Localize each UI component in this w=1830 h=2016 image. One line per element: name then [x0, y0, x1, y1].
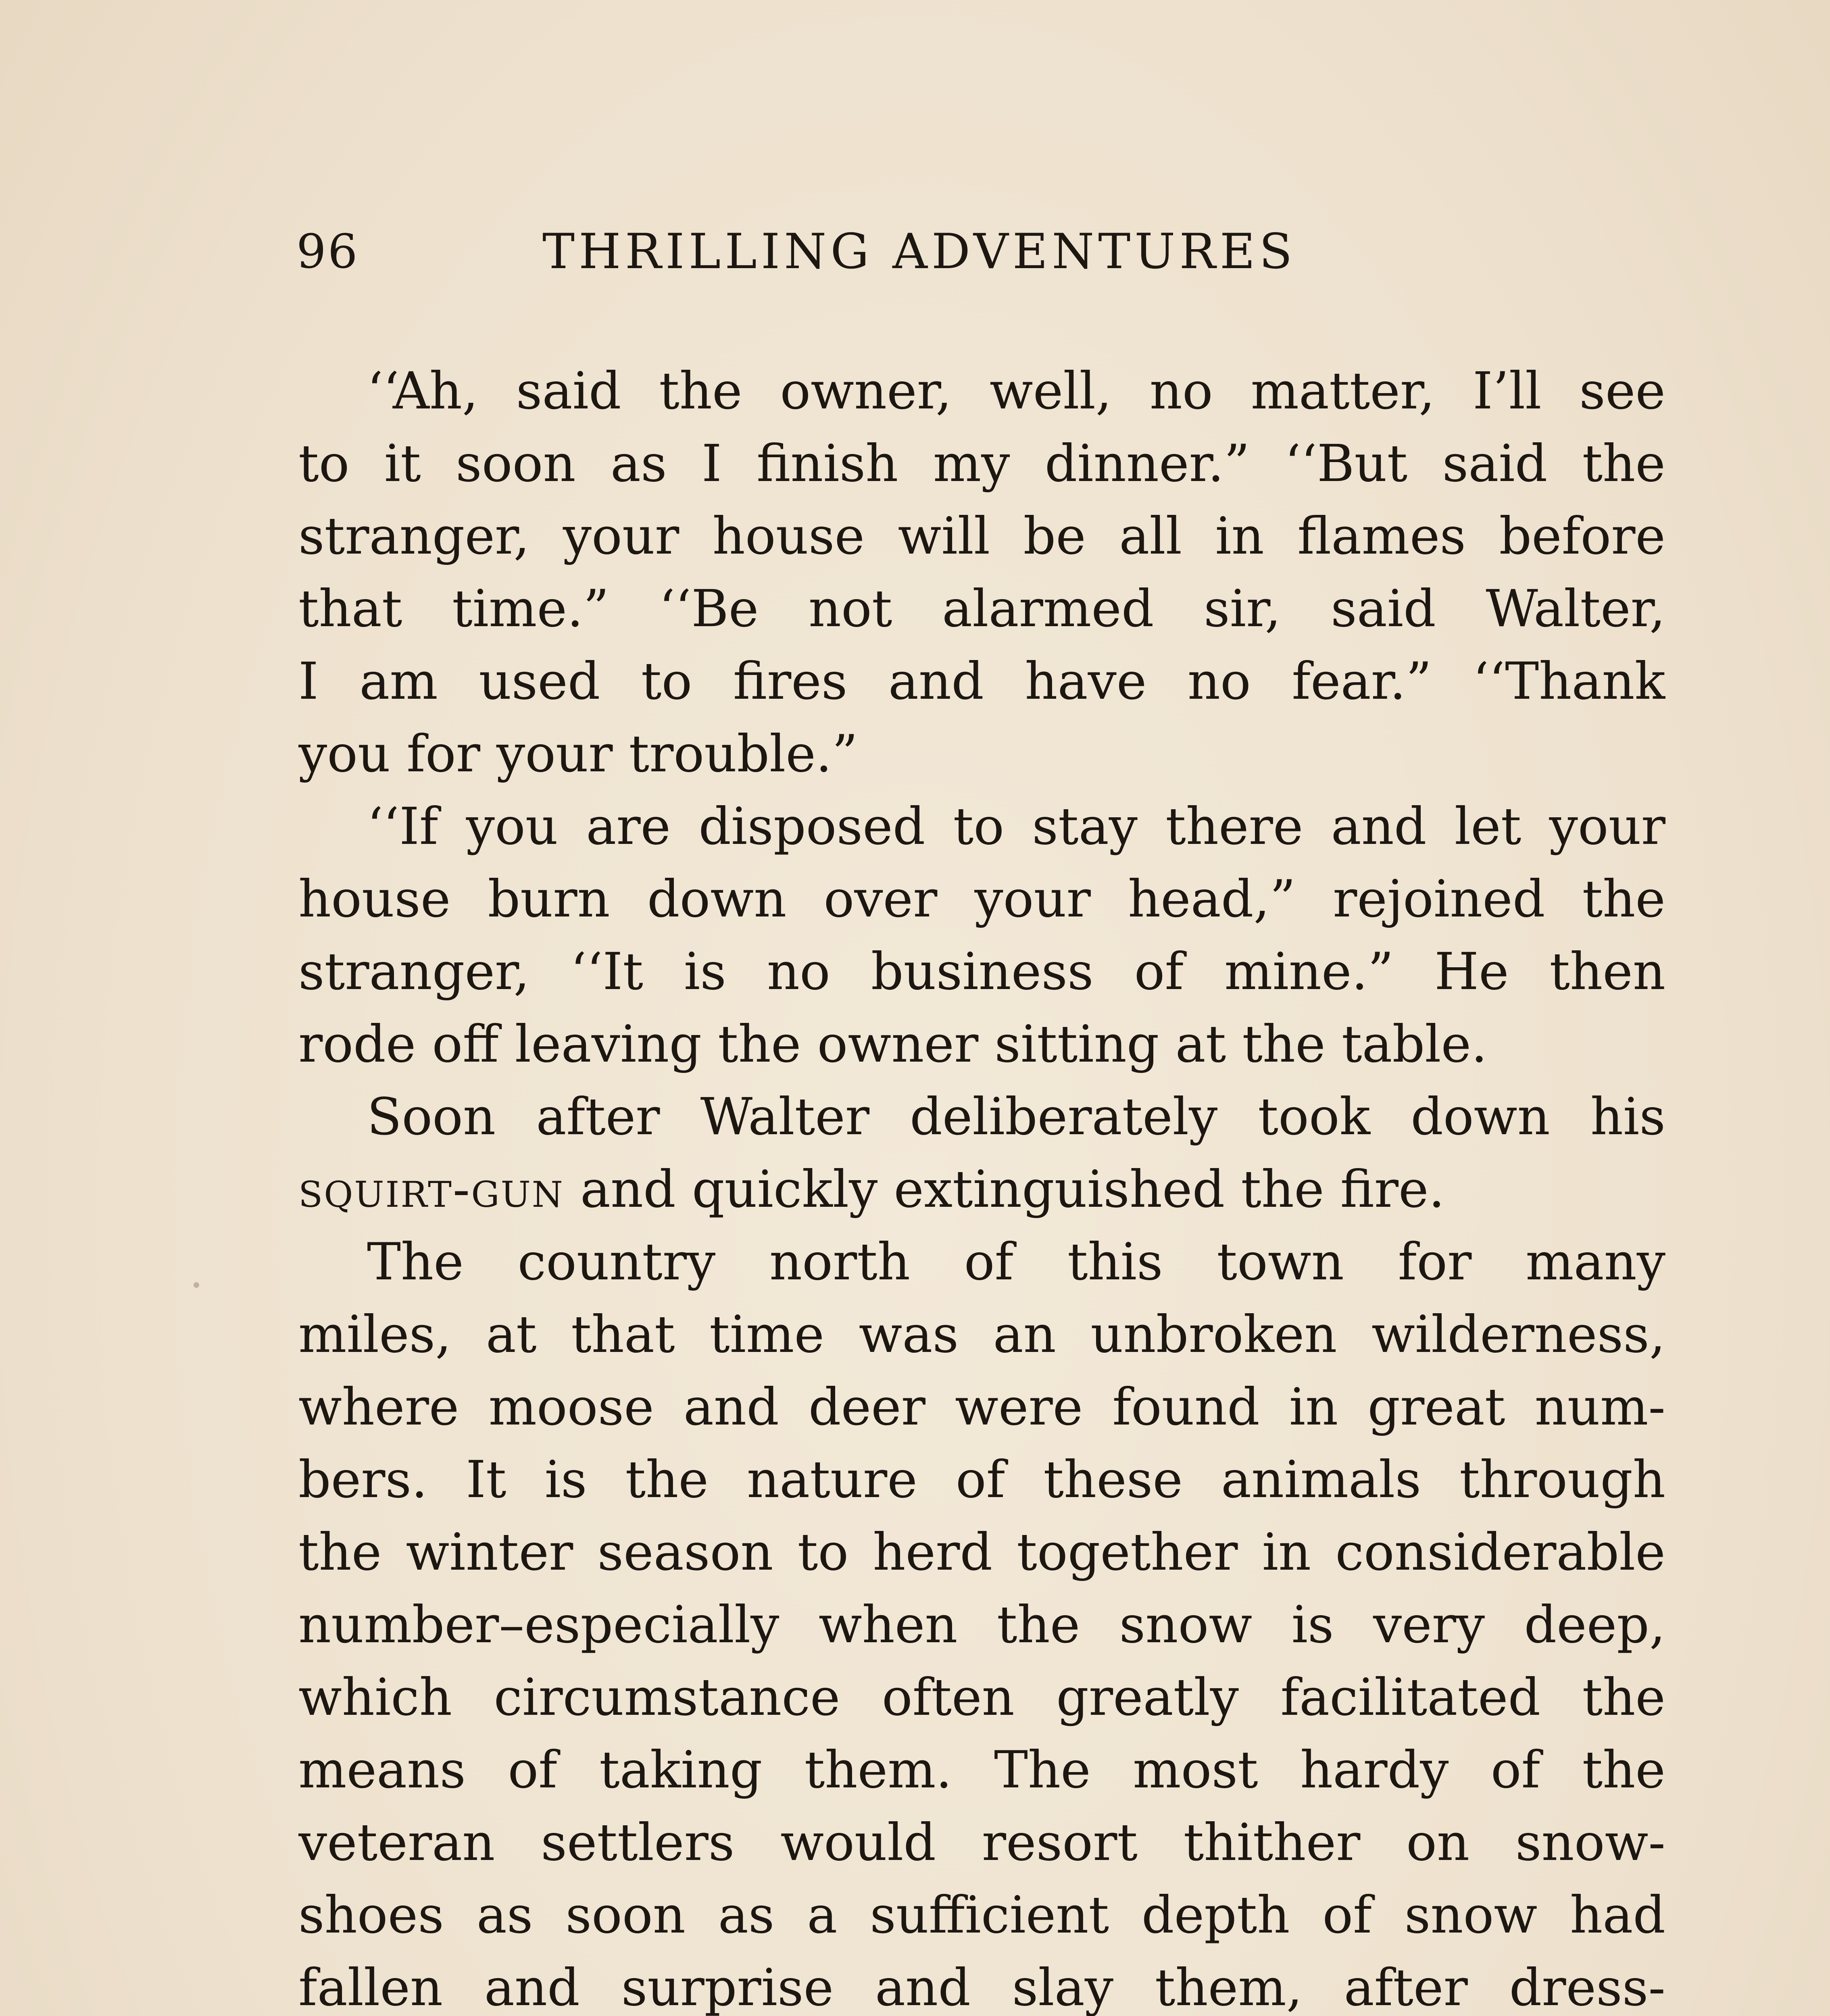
text-line: means of taking them. The most hardy of the [298, 1740, 1665, 1799]
text-line: Soon after Walter deliberately took down his [367, 1087, 1665, 1146]
text-line: The country north of this town for many [367, 1232, 1665, 1291]
text-line: fallen and surprise and slay them, after dress- [298, 1958, 1665, 2016]
text-line: which circumstance often greatly facilitated the [298, 1668, 1665, 1727]
text-line: rode off leaving the owner sitting at the table. [298, 1014, 1488, 1074]
text-line: where moose and deer were found in great num- [298, 1377, 1665, 1437]
text-line: to it soon as I finish my dinner.” ‘‘But said the [298, 434, 1665, 493]
text-line: stranger, ‘‘It is no business of mine.” He then [298, 942, 1665, 1001]
text-line: I am used to fires and have no fear.” ‘‘Thank [298, 652, 1665, 711]
body-text [298, 355, 1665, 2016]
text-fragment: and quickly extinguished the fire. [564, 1160, 1445, 1219]
text-line: house burn down over your head,” rejoined the [298, 869, 1665, 929]
text-line: that time.” ‘‘Be not alarmed sir, said Walter, [298, 579, 1665, 638]
text-line-squirt-gun [298, 1153, 1665, 1226]
text-line: stranger, your house will be all in flames before [298, 506, 1665, 566]
paper-speck [194, 1282, 199, 1288]
text-line: shoes as soon as a sufficient depth of snow had [298, 1885, 1665, 1945]
running-head: THRILLING ADVENTURES [542, 224, 1296, 280]
text-line: bers. It is the nature of these animals through [298, 1450, 1665, 1509]
text-line: ‘‘Ah, said the owner, well, no matter, I’ll see [367, 361, 1665, 421]
text-line: miles, at that time was an unbroken wilderness, [298, 1305, 1665, 1364]
text-line: the winter season to herd together in considerable [298, 1522, 1665, 1582]
squirt-gun-smallcaps: squirt-gun [298, 1160, 564, 1219]
page-header [296, 224, 1397, 280]
text-line: number–especially when the snow is very deep, [298, 1595, 1665, 1654]
text-line: you for your trouble.” [298, 724, 858, 783]
page-number: 96 [296, 225, 359, 279]
text-line: ‘‘If you are disposed to stay there and let your [367, 797, 1665, 856]
text-line: veteran settlers would resort thither on snow- [298, 1813, 1665, 1872]
